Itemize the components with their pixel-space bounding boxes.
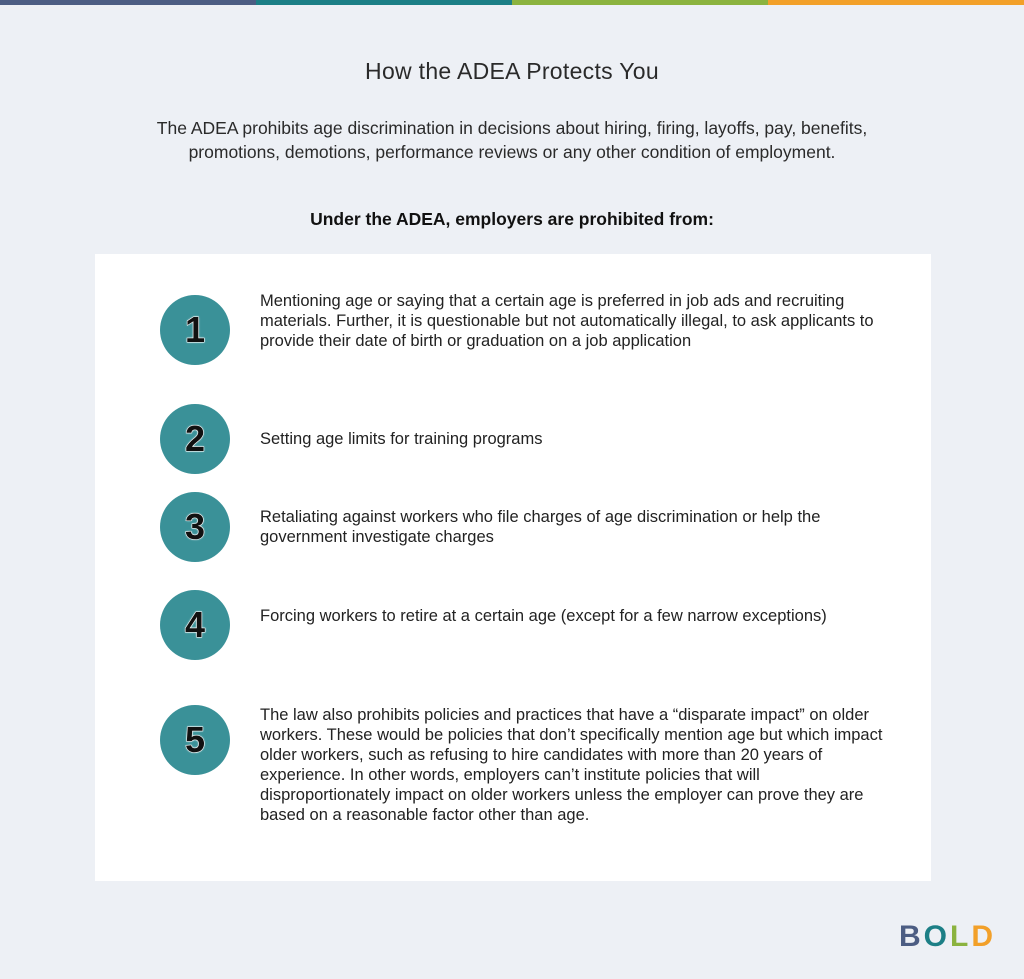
item-number: 3: [184, 506, 206, 547]
logo-letter: D: [971, 920, 997, 953]
top-bar-segment-3: [512, 0, 768, 5]
logo-letter: L: [950, 920, 972, 953]
item-text: Forcing workers to retire at a certain age (except for a few narrow exceptions): [260, 607, 827, 625]
item-text: Setting age limits for training programs: [260, 430, 543, 448]
number-circle: [160, 492, 230, 562]
top-bar-segment-2: [256, 0, 512, 5]
top-color-bar: [0, 0, 1024, 5]
item-text: Mentioning age or saying that a certain age is preferred in job ads and recruiting materials. Further, it is questionable but not automatically illegal, to ask applicants to provide their date of birth or graduation on a job application: [260, 292, 874, 350]
number-circle: [160, 295, 230, 365]
top-bar-segment-4: [768, 0, 1024, 5]
logo-letter: B: [899, 920, 924, 953]
item-number: 1: [184, 309, 206, 350]
item-number: 2: [184, 418, 206, 459]
number-circle: [160, 590, 230, 660]
item-number: 5: [184, 719, 206, 760]
top-bar-segment-1: [0, 0, 256, 5]
bold-logo: [899, 921, 1009, 953]
logo-letter: O: [923, 920, 951, 953]
page-title: How the ADEA Protects You: [365, 58, 659, 84]
item-text: The law also prohibits policies and practices that have a “disparate impact” on older workers. These would be policies that don’t specifically mention age but which impact older workers, such as refusing to hire candidates with more than 20 years of experience. In other words, employers can’t institute policies that will disproportionately impact on older workers unless the employer can prove they are based on a reasonable factor other than age.: [260, 706, 883, 824]
item-text: Retaliating against workers who file charges of age discrimination or help the government investigate charges: [260, 508, 821, 546]
intro-paragraph: The ADEA prohibits age discrimination in decisions about hiring, firing, layoffs, pay, benefits, promotions, demotions, performance reviews or any other condition of employment.: [156, 118, 868, 162]
number-circle: [160, 404, 230, 474]
number-circle: [160, 705, 230, 775]
prohibitions-card: [95, 254, 931, 881]
list-heading: Under the ADEA, employers are prohibited from:: [310, 209, 714, 229]
item-number: 4: [184, 604, 206, 645]
